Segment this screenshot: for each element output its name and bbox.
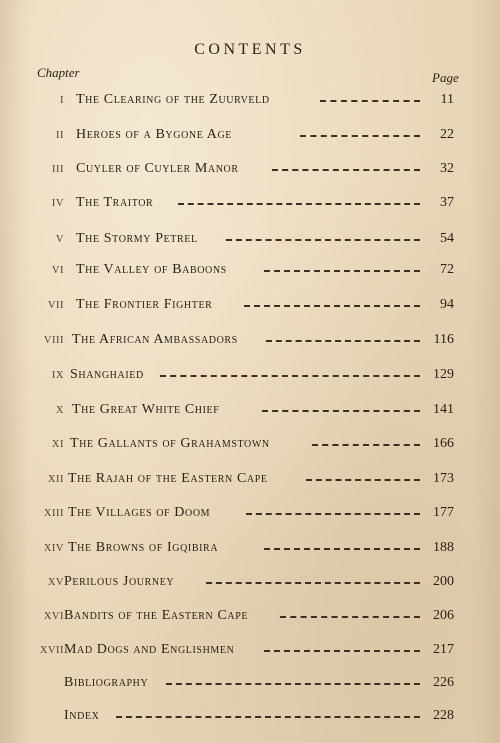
toc-entry [0,92,500,114]
page-number: 177 [433,505,454,520]
leader-dashes [226,237,420,241]
toc-entry [0,127,500,149]
page-number: 173 [433,471,454,486]
leader-dashes [266,338,420,342]
leader-dashes [206,580,420,584]
chapter-title: The Traitor [76,195,154,210]
chapter-title: The Clearing of the Zuurveld [76,92,270,107]
chapter-title: Shanghaied [70,367,144,382]
chapter-title: Bibliography [64,675,149,690]
page-number: 129 [433,367,454,382]
chapter-title: Perilous Journey [64,574,175,589]
chapter-number: V [55,234,64,245]
toc-entry [0,642,500,664]
chapter-number: II [56,130,64,141]
leader-dashes [160,373,420,377]
page-number: 32 [440,161,454,176]
chapter-number: VII [47,300,64,311]
leader-dashes [300,133,420,137]
toc-entry [0,540,500,562]
page-number: 94 [440,297,454,312]
leader-dashes [264,546,420,550]
leader-dashes [272,167,420,171]
page-number: 228 [433,708,454,723]
page-number: 72 [440,262,454,277]
chapter-number: IV [51,198,64,209]
leader-dashes [280,614,420,618]
chapter-title: Heroes of a Bygone Age [76,127,232,142]
toc-entry [0,161,500,183]
page-number: 37 [440,195,454,210]
leader-dashes [246,511,420,515]
chapter-title: Cuyler of Cuyler Manor [76,161,239,176]
leader-dashes [116,714,420,718]
toc-entry [0,262,500,284]
chapter-column-header: Chapter [37,65,80,80]
page-number: 226 [433,675,454,690]
chapter-title: Mad Dogs and Englishmen [64,642,235,657]
chapter-title: The Gallants of Grahamstown [70,436,270,451]
chapter-number: X [55,405,64,416]
page-number: 116 [433,332,454,347]
toc-entry [0,574,500,596]
chapter-number: XVI [43,611,64,622]
chapter-title: The Stormy Petrel [76,231,198,246]
chapter-title: The Frontier Fighter [76,297,213,312]
chapter-number: I [60,95,64,106]
toc-entry [0,436,500,458]
toc-entry [0,402,500,424]
chapter-title: Bandits of the Eastern Cape [64,608,249,623]
chapter-number: IX [51,370,64,381]
chapter-number: XIII [43,508,64,519]
page-number: 166 [433,436,454,451]
toc-entry [0,195,500,217]
toc-entry [0,708,500,730]
page-number: 188 [433,540,454,555]
page-number: 200 [433,574,454,589]
chapter-title: The Rajah of the Eastern Cape [68,471,268,486]
page-number: 206 [433,608,454,623]
chapter-title: The Browns of Igqibira [68,540,219,555]
chapter-title: Index [64,708,100,723]
page-number: 217 [433,642,454,657]
leader-dashes [306,477,420,481]
leader-dashes [166,681,420,685]
leader-dashes [264,648,420,652]
toc-entry [0,505,500,527]
page-title: CONTENTS [194,41,306,58]
chapter-number: III [52,164,64,175]
toc-entry [0,367,500,389]
page-number: 54 [440,231,454,246]
chapter-number: XVII [39,645,64,656]
toc-entry [0,608,500,630]
chapter-number: VI [51,265,64,276]
page-number: 141 [433,402,454,417]
chapter-title: The Villages of Doom [68,505,211,520]
page-column-header: Page [432,70,459,85]
chapter-title: The Great White Chief [72,402,220,417]
leader-dashes [264,268,420,272]
chapter-number: XV [47,577,64,588]
toc-entry [0,297,500,319]
chapter-number: VIII [43,335,64,346]
toc-entry [0,471,500,493]
chapter-title: The Valley of Baboons [76,262,227,277]
leader-dashes [262,408,420,412]
chapter-title: The African Ambassadors [72,332,238,347]
toc-entry [0,231,500,253]
chapter-number: XI [51,439,64,450]
leader-dashes [178,201,420,205]
leader-dashes [312,442,420,446]
page-number: 22 [440,127,454,142]
leader-dashes [320,98,420,102]
leader-dashes [244,303,420,307]
page-number: 11 [440,92,454,107]
toc-entry [0,675,500,697]
toc-entry [0,332,500,354]
chapter-number: XII [47,474,64,485]
chapter-number: XIV [43,543,64,554]
